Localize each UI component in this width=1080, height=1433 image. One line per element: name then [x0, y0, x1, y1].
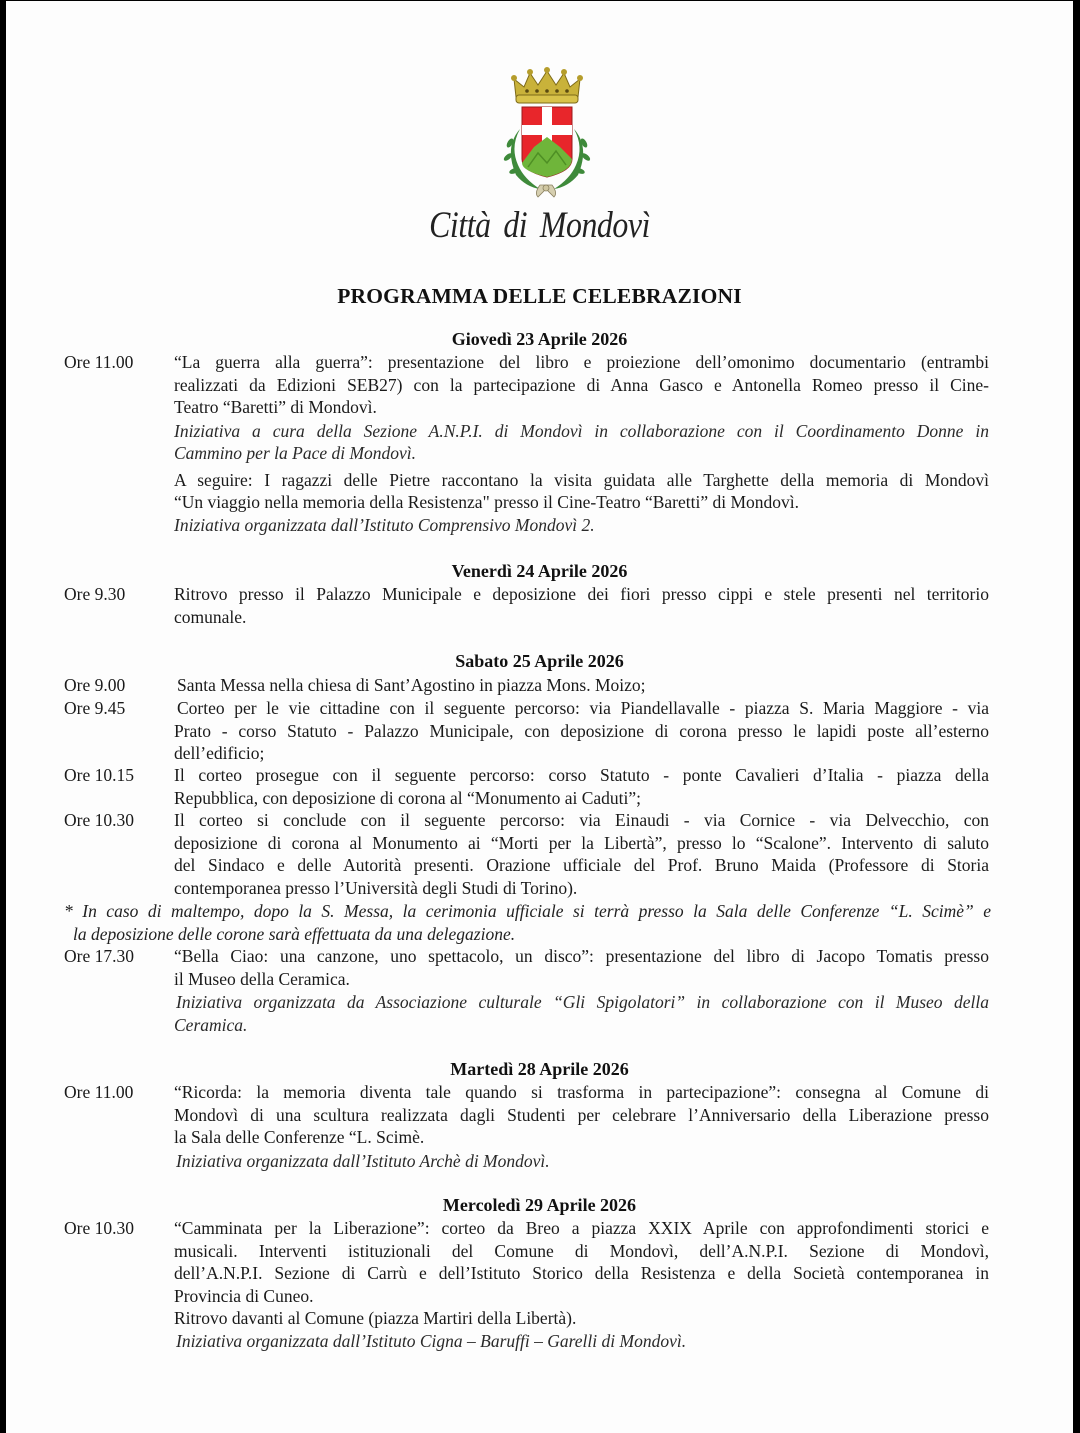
event-time: Ore 10.30 — [64, 810, 134, 830]
event-item — [64, 351, 991, 536]
event-description — [174, 583, 989, 628]
text-line: comunale. — [174, 606, 247, 627]
organizer-line: Cammino per la Pace di Mondovì. — [174, 443, 417, 463]
text-line: Provincia di Cuneo. — [174, 1285, 314, 1306]
shield-icon — [522, 107, 572, 177]
weather-note — [64, 900, 991, 945]
city-name: Città di Mondovì — [429, 205, 650, 246]
event-description — [174, 809, 989, 899]
event-time: Ore 11.00 — [64, 352, 134, 372]
event-description — [174, 697, 989, 765]
event-item — [64, 945, 991, 1037]
text-line: Il corteo prosegue con il seguente percorso: corso Statuto - ponte Cavalieri d’Italia - piazza della — [174, 765, 989, 785]
text-line: Ritrovo davanti al Comune (piazza Martiri della Libertà). — [174, 1308, 577, 1328]
event-description — [174, 351, 989, 536]
note-line: * In caso di maltempo, dopo la S. Messa, la cerimonia ufficiale si terrà presso la Sala delle Conferenze “L. Scimè” e — [64, 901, 991, 921]
day-heading: Sabato 25 Aprile 2026 — [455, 651, 624, 671]
event-item — [64, 809, 991, 899]
event-description — [174, 764, 989, 809]
note-line: la deposizione delle corone sarà effettuata da una delegazione. — [73, 923, 516, 944]
text-line: Repubblica, con deposizione di corona al “Monumento ai Caduti”; — [174, 787, 642, 808]
organizer-line: Iniziativa organizzata dall’Istituto Cigna – Baruffi – Garelli di Mondovì. — [176, 1330, 687, 1351]
text-line: realizzati da Edizioni SEB27) con la partecipazione di Anna Gasco e Antonella Romeo presso il Cine- — [174, 374, 989, 395]
text-line: Prato - corso Statuto - Palazzo Municipale, con deposizione di corona presso le lapidi poste all’esterno — [174, 720, 989, 741]
event-item — [64, 1217, 991, 1357]
text-line: Corteo per le vie cittadine con il seguente percorso: via Piandellavalle - piazza S. Maria Maggiore - via — [177, 698, 989, 718]
text-line: il Museo della Ceramica. — [174, 968, 350, 989]
crown-icon — [511, 67, 583, 103]
text-line: Santa Messa nella chiesa di Sant’Agostino in piazza Mons. Moizo; — [177, 675, 646, 695]
event-item — [64, 583, 991, 629]
event-description — [174, 1217, 989, 1352]
organizer-line: Iniziativa organizzata dall’Istituto Archè di Mondovì. — [176, 1150, 550, 1171]
text-line: A seguire: I ragazzi delle Pietre raccontano la visita guidata alle Targhette della memoria di Mondovì — [174, 469, 989, 490]
event-item — [64, 764, 991, 809]
event-description — [177, 674, 992, 697]
city-coat-of-arms-icon — [494, 67, 600, 199]
text-line: deposizione di corona al Monumento ai “Morti per la Libertà”, presso lo “Scalone”. Intervento di saluto — [174, 832, 989, 853]
event-time: Ore 9.00 — [64, 675, 126, 695]
organizer-line: Iniziativa organizzata dall’Istituto Comprensivo Mondovì 2. — [174, 514, 595, 535]
event-time: Ore 9.45 — [64, 698, 126, 718]
ribbon-bow-icon — [536, 185, 555, 197]
organizer-line: Iniziativa organizzata da Associazione culturale “Gli Spigolatori” in collaborazione con il Museo della — [176, 992, 989, 1012]
organizer-line: Iniziativa a cura della Sezione A.N.P.I. di Mondovì in collaborazione con il Coordinamento Donne in — [174, 420, 989, 441]
event-description — [174, 945, 989, 1036]
text-line: “Bella Ciao: una canzone, uno spettacolo, un disco”: presentazione del libro di Jacopo Tomatis presso — [174, 946, 989, 966]
event-time: Ore 17.30 — [64, 946, 134, 966]
event-time: Ore 9.30 — [64, 584, 126, 604]
day-heading: Giovedì 23 Aprile 2026 — [451, 329, 628, 349]
text-line: Il corteo si conclude con il seguente percorso: via Einaudi - via Cornice - via Delvecchio, con — [174, 810, 989, 830]
event-item — [64, 697, 991, 765]
text-line: contemporanea presso l’Università degli Studi di Torino). — [174, 877, 578, 898]
event-item — [64, 674, 991, 697]
organizer-line: Ceramica. — [174, 1014, 248, 1035]
day-heading: Mercoledì 29 Aprile 2026 — [442, 1195, 637, 1215]
day-heading: Martedì 28 Aprile 2026 — [450, 1059, 629, 1079]
day-heading: Venerdì 24 Aprile 2026 — [451, 561, 628, 581]
text-line: “Ricorda: la memoria diventa tale quando si trasforma in partecipazione”: consegna al Comune di — [174, 1082, 989, 1102]
program-title: PROGRAMMA DELLE CELEBRAZIONI — [337, 284, 742, 308]
text-line: “La guerra alla guerra”: presentazione del libro e proiezione dell’omonimo documentario (entrambi — [174, 352, 989, 372]
text-line: dell’A.N.P.I. Sezione di Carrù e dell’Istituto Storico della Resistenza e della Società contemporanea in — [174, 1263, 989, 1283]
event-description — [174, 1081, 989, 1172]
text-line: la Sala delle Conferenze “L. Scimè. — [174, 1127, 425, 1147]
event-time: Ore 10.30 — [64, 1218, 134, 1238]
text-line: Ritrovo presso il Palazzo Municipale e deposizione dei fiori presso cippi e stele presenti nel territorio — [174, 584, 989, 604]
text-line: Mondovì di una scultura realizzata dagli Studenti per celebrare l’Anniversario della Liberazione presso — [174, 1104, 989, 1125]
event-time: Ore 11.00 — [64, 1082, 134, 1102]
text-line: dell’edificio; — [174, 743, 265, 763]
text-line: musicali. Interventi istituzionali del Comune di Mondovì, dell’A.N.P.I. Sezione di Mondovì, — [174, 1240, 989, 1261]
event-item — [64, 1081, 991, 1173]
event-time: Ore 10.15 — [64, 765, 134, 785]
document-page — [6, 1, 1073, 1433]
text-line: “Camminata per la Liberazione”: corteo da Breo a piazza XXIX Aprile con approfondimenti storici e — [174, 1218, 989, 1238]
text-line: Teatro “Baretti” di Mondovì. — [174, 397, 377, 417]
text-line: del Sindaco e delle Autorità presenti. Orazione ufficiale del Prof. Bruno Maida (Professore di Storia — [174, 855, 989, 875]
text-line: “Un viaggio nella memoria della Resistenza" presso il Cine-Teatro “Baretti” di Mondovì. — [174, 492, 800, 512]
